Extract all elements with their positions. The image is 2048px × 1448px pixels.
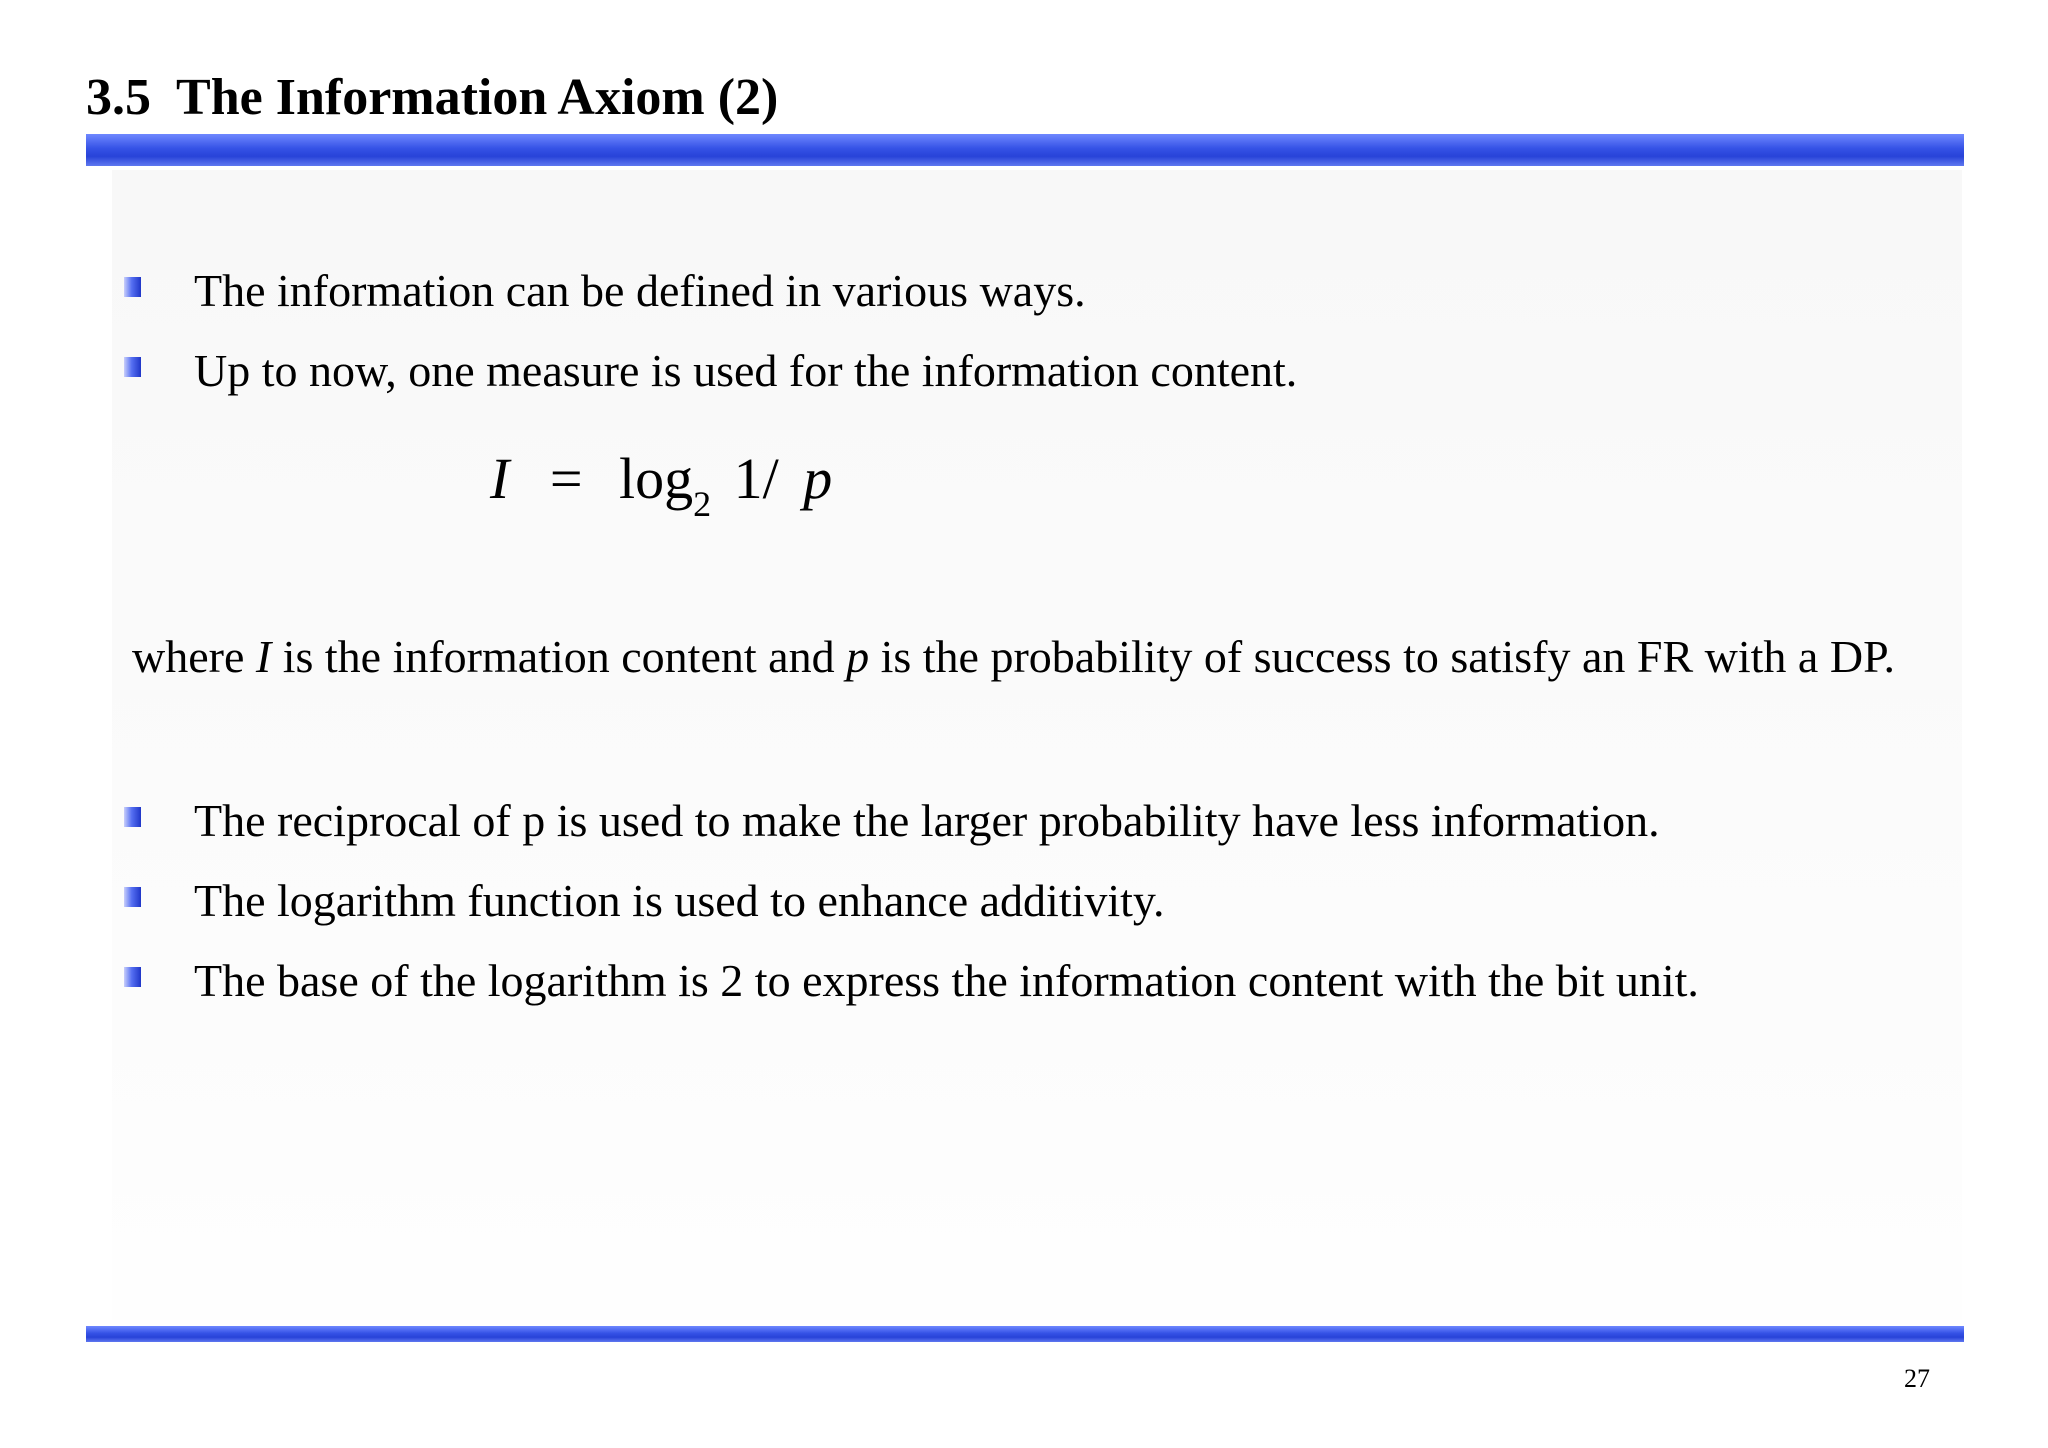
formula-reciprocal: 1/	[733, 446, 779, 511]
page-number: 27	[1904, 1364, 1930, 1393]
formula-base: 2	[693, 484, 712, 524]
bullet-text: The information can be defined in various ways.	[194, 265, 1086, 316]
square-bullet-icon	[124, 357, 141, 377]
definition-part: is the probability of success to satisfy an FR with a DP.	[869, 631, 1896, 682]
square-bullet-icon	[124, 967, 141, 987]
definition-part: where	[132, 631, 256, 682]
formula-equals: =	[549, 446, 583, 511]
title-divider-bar	[86, 134, 1964, 166]
bullet-text: The base of the logarithm is 2 to express the information content with the bit unit.	[194, 955, 1699, 1006]
definition-part: is the information content and	[271, 631, 847, 682]
bullet-text: The reciprocal of p is used to make the larger probability have less information.	[194, 795, 1660, 846]
formula-variable: p	[803, 446, 833, 511]
content-panel	[112, 170, 1962, 1320]
square-bullet-icon	[124, 807, 141, 827]
slide-title: 3.5 The Information Axiom (2)	[86, 69, 779, 126]
definition-var-p: p	[846, 631, 870, 682]
definition-var-i: I	[255, 631, 272, 682]
bullet-text: Up to now, one measure is used for the information content.	[194, 345, 1298, 396]
formula-log: log	[619, 446, 694, 511]
footer-divider-bar	[86, 1326, 1964, 1342]
information-formula	[490, 446, 833, 524]
definition-text	[132, 631, 1896, 682]
bullet-text: The logarithm function is used to enhance additivity.	[194, 875, 1165, 926]
square-bullet-icon	[124, 277, 141, 297]
formula-lhs: I	[490, 446, 510, 511]
square-bullet-icon	[124, 887, 141, 907]
